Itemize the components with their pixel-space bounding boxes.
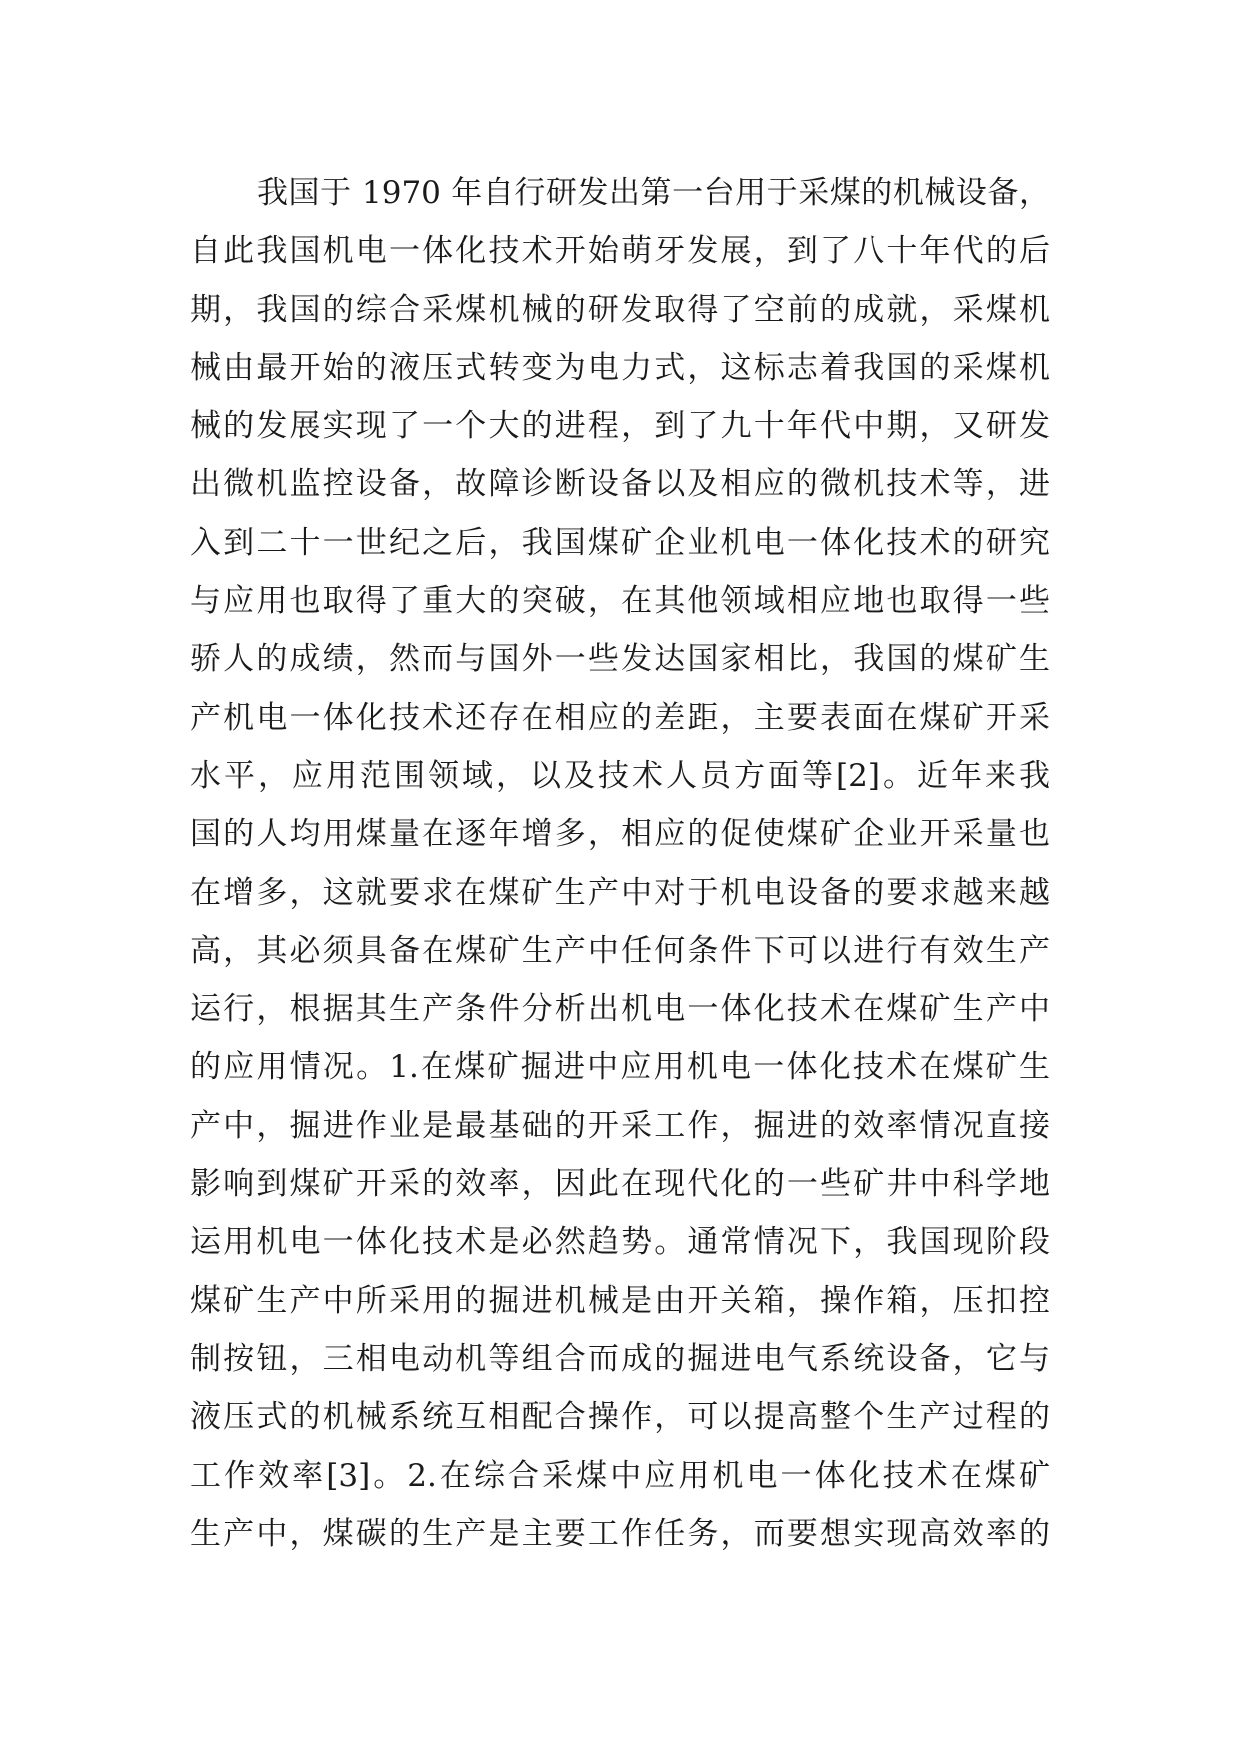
text-line: 影响到煤矿开采的效率，因此在现代化的一些矿井中科学地 [190,1166,1050,1203]
text-line: 工作效率[3]。2.在综合采煤中应用机电一体化技术在煤矿 [190,1457,1050,1494]
text-line: 产中，掘进作业是最基础的开采工作，掘进的效率情况直接 [190,1107,1050,1144]
text-line: 期，我国的综合采煤机械的研发取得了空前的成就，采煤机 [190,291,1050,328]
body-paragraph [190,164,1050,1563]
text-line: 水平，应用范围领域，以及技术人员方面等[2]。近年来我 [190,757,1050,794]
text-line: 运行，根据其生产条件分析出机电一体化技术在煤矿生产中 [190,991,1050,1028]
text-line: 生产中，煤碳的生产是主要工作任务，而要想实现高效率的 [190,1515,1050,1552]
text-line: 高，其必须具备在煤矿生产中任何条件下可以进行有效生产 [190,932,1050,969]
text-line: 运用机电一体化技术是必然趋势。通常情况下，我国现阶段 [190,1224,1050,1261]
text-line: 与应用也取得了重大的突破，在其他领域相应地也取得一些 [190,583,1050,620]
text-line: 骄人的成绩，然而与国外一些发达国家相比，我国的煤矿生 [190,641,1050,678]
text-line: 械由最开始的液压式转变为电力式，这标志着我国的采煤机 [190,349,1050,386]
text-line: 国的人均用煤量在逐年增多，相应的促使煤矿企业开采量也 [190,816,1050,853]
text-line: 的应用情况。1.在煤矿掘进中应用机电一体化技术在煤矿生 [190,1049,1050,1086]
text-line: 制按钮，三相电动机等组合而成的掘进电气系统设备，它与 [190,1340,1050,1377]
text-line: 在增多，这就要求在煤矿生产中对于机电设备的要求越来越 [190,874,1050,911]
text-line: 自此我国机电一体化技术开始萌牙发展，到了八十年代的后 [190,233,1050,270]
text-line: 液压式的机械系统互相配合操作，可以提高整个生产过程的 [190,1399,1050,1436]
text-line: 械的发展实现了一个大的进程，到了九十年代中期，又研发 [190,408,1050,445]
text-line: 煤矿生产中所采用的掘进机械是由开关箱，操作箱，压扣控 [190,1282,1050,1319]
text-line: 入到二十一世纪之后，我国煤矿企业机电一体化技术的研究 [190,524,1050,561]
text-line: 我国于 1970 年自行研发出第一台用于采煤的机械设备， [257,175,1050,211]
text-line: 产机电一体化技术还存在相应的差距，主要表面在煤矿开采 [190,699,1050,736]
text-line: 出微机监控设备，故障诊断设备以及相应的微机技术等，进 [190,466,1050,503]
